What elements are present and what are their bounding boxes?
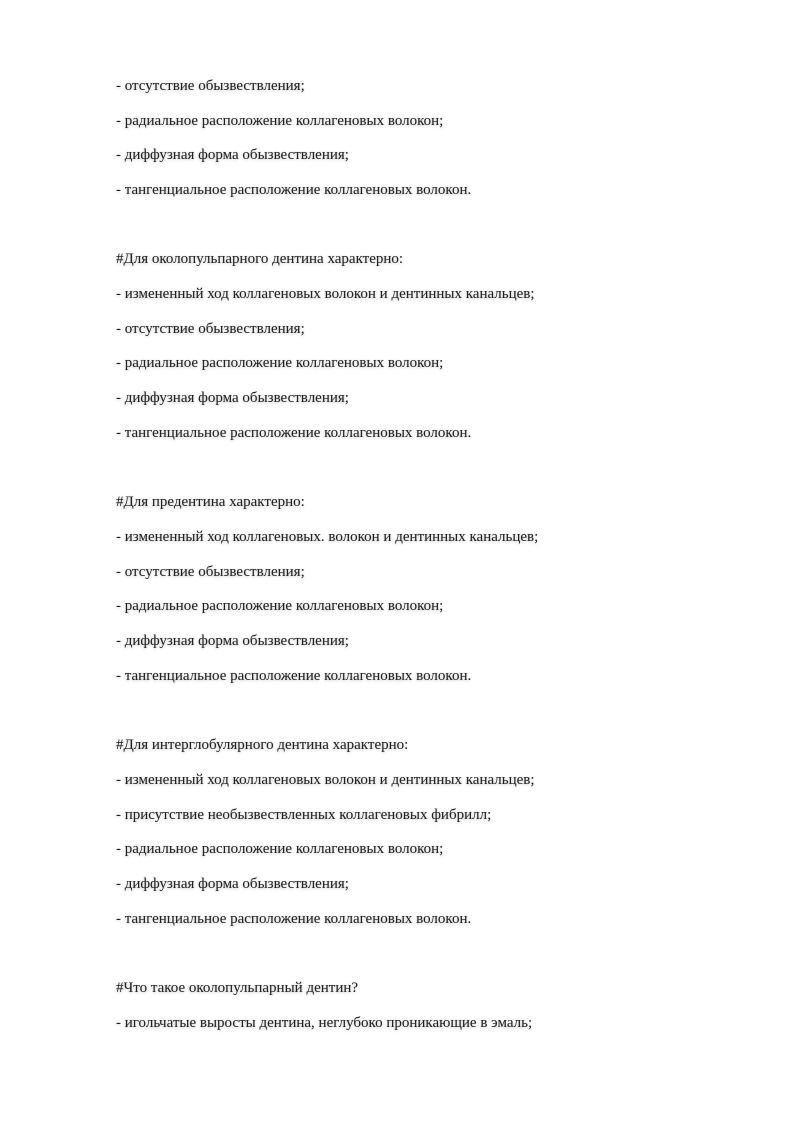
- question-line: #Для околопульпарного дентина характерно:: [116, 251, 404, 267]
- option-line: - присутствие необызвествленных коллагеновых фибрилл;: [116, 807, 492, 823]
- option-line: - диффузная форма обызвествления;: [116, 876, 349, 892]
- question-line: #Для интерглобулярного дентина характерно:: [116, 737, 409, 753]
- option-line: - измененный ход коллагеновых. волокон и дентинных канальцев;: [116, 529, 539, 545]
- option-line: - отсутствие обызвествления;: [116, 321, 305, 337]
- option-line: - радиальное расположение коллагеновых волокон;: [116, 355, 444, 371]
- question-line: #Для предентина характерно:: [116, 494, 305, 510]
- option-line: - тангенциальное расположение коллагеновых волокон.: [116, 668, 472, 684]
- question-line: #Что такое околопульпарный дентин?: [116, 980, 359, 996]
- option-line: - отсутствие обызвествления;: [116, 78, 305, 94]
- option-line: - отсутствие обызвествления;: [116, 564, 305, 580]
- option-line: - измененный ход коллагеновых волокон и дентинных канальцев;: [116, 286, 535, 302]
- option-line: - тангенциальное расположение коллагеновых волокон.: [116, 425, 472, 441]
- option-line: - игольчатые выросты дентина, неглубоко проникающие в эмаль;: [116, 1015, 533, 1031]
- option-line: - диффузная форма обызвествления;: [116, 390, 349, 406]
- option-line: - радиальное расположение коллагеновых волокон;: [116, 113, 444, 129]
- option-line: - тангенциальное расположение коллагеновых волокон.: [116, 182, 472, 198]
- option-line: - тангенциальное расположение коллагеновых волокон.: [116, 911, 472, 927]
- option-line: - радиальное расположение коллагеновых волокон;: [116, 841, 444, 857]
- option-line: - диффузная форма обызвествления;: [116, 147, 349, 163]
- option-line: - диффузная форма обызвествления;: [116, 633, 349, 649]
- option-line: - радиальное расположение коллагеновых волокон;: [116, 598, 444, 614]
- option-line: - измененный ход коллагеновых волокон и дентинных канальцев;: [116, 772, 535, 788]
